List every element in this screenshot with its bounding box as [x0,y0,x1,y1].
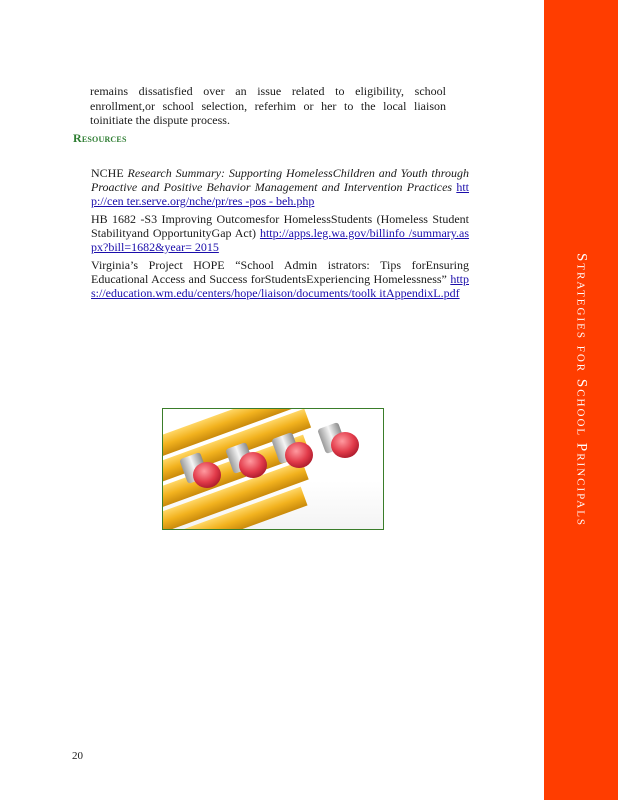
resource-link[interactable]: https://education.wm.edu/centers/hope/liaison/documents/toolk itAppendixL.pdf [91,272,469,300]
resources-list [73,166,469,304]
resources-heading: Resources [73,131,127,145]
resource-prefix: Virginia’s Project HOPE “School Admin istrators: Tips forEnsuring Educational Access and Success forStudentsExperiencing Homelessness” [91,258,469,286]
pencils-illustration [163,409,383,529]
resource-link[interactable]: http://cen ter.serve.org/nche/pr/res -pos - beh.php [91,180,469,208]
sidebar-band [544,0,618,800]
resource-title: Research Summary: Supporting HomelessChildren and Youth through Proactive and Positive Behavior Management and Intervention Practices [91,166,469,194]
resource-item-hope [73,258,469,300]
pencils-image [162,408,384,530]
resource-link[interactable]: http://apps.leg.wa.gov/billinfo /summary.aspx?bill=1682&year= 2015 [91,226,470,254]
sidebar-title: Strategies for School Principals [573,252,590,528]
intro-paragraph: remains dissatisfied over an issue related to eligibility, school enrollment,or school selection, referhim or her to the local liaison toinitiate the dispute process. [90,84,446,127]
resource-item-hb1682 [73,212,469,254]
resource-prefix: NCHE [91,166,128,180]
page-number: 20 [72,750,83,762]
resource-item-nche [73,166,469,208]
resource-prefix: HB 1682 -S3 Improving Outcomesfor HomelessStudents (Homeless Student Stabilityand OpportunityGap Act) [91,212,469,240]
